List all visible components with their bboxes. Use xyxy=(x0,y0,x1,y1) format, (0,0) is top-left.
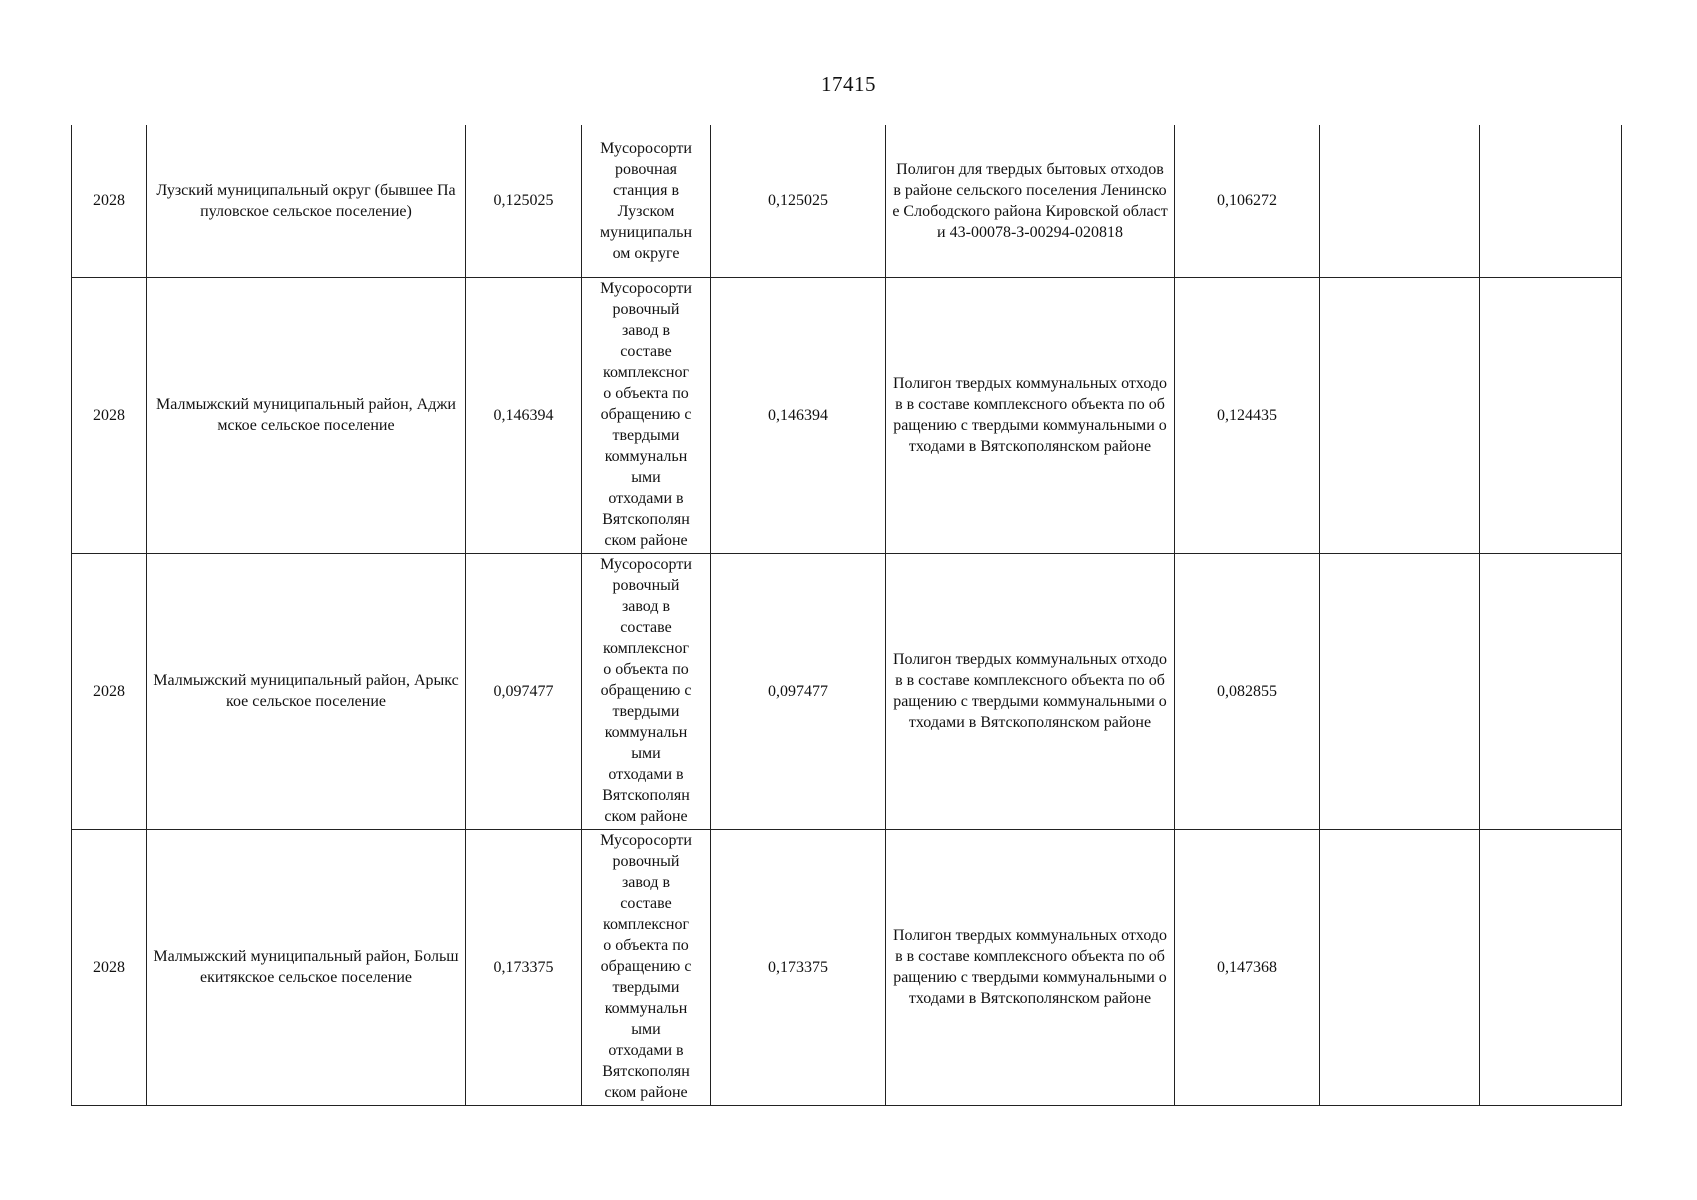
municipality-cell: Малмыжский муниципальный район, Аджимское сельское поселение xyxy=(147,277,466,553)
facility-line: Вятскополян xyxy=(602,510,690,528)
municipality-cell: Малмыжский муниципальный район, Арыкское сельское поселение xyxy=(147,553,466,829)
facility-line: станция в xyxy=(613,181,679,199)
facility-line: Мусоросорти xyxy=(600,139,692,157)
empty-cell xyxy=(1480,125,1622,277)
facility-line: отходами в xyxy=(608,1041,684,1059)
facility-line: муниципальн xyxy=(599,223,693,241)
facility-line: о объекта по xyxy=(603,384,689,402)
facility-line: ровочный xyxy=(612,300,680,318)
disposal-volume-cell: 0,106272 xyxy=(1175,125,1320,277)
facility-line: обращению с xyxy=(600,405,692,423)
disposal-volume-cell: 0,147368 xyxy=(1175,829,1320,1105)
volume-cell: 0,146394 xyxy=(466,277,582,553)
facility-line: комплексног xyxy=(602,639,690,657)
facility-line: Вятскополян xyxy=(602,1062,690,1080)
landfill-cell: Полигон для твердых бытовых отходов в районе сельского поселения Ленинское Слободского района Кировской области 43-00078-З-00294-020818 xyxy=(886,125,1175,277)
facility-line: обращению с xyxy=(600,681,692,699)
facility-line: ском районе xyxy=(604,1083,688,1101)
facility-line: комплексног xyxy=(602,915,690,933)
facility-line: Лузском xyxy=(617,202,675,220)
volume-cell: 0,125025 xyxy=(466,125,582,277)
facility-line: составе xyxy=(620,894,672,912)
empty-cell xyxy=(1480,553,1622,829)
landfill-cell: Полигон твердых коммунальных отходов в составе комплексного объекта по обращению с твердыми коммунальными отходами в Вятскополянском районе xyxy=(886,829,1175,1105)
facility-line: составе xyxy=(620,618,672,636)
facility-line: обращению с xyxy=(600,957,692,975)
table-row xyxy=(72,125,1622,277)
sorting-facility-cell xyxy=(582,553,711,829)
sorted-volume-cell: 0,146394 xyxy=(711,277,886,553)
disposal-volume-cell: 0,082855 xyxy=(1175,553,1320,829)
facility-line: завод в xyxy=(621,873,671,891)
facility-line: Мусоросорти xyxy=(600,555,692,573)
facility-line: о объекта по xyxy=(603,936,689,954)
volume-cell: 0,097477 xyxy=(466,553,582,829)
facility-line: ыми xyxy=(631,744,661,762)
empty-cell xyxy=(1320,125,1480,277)
waste-flow-table xyxy=(71,125,1622,1106)
facility-line: коммунальн xyxy=(604,447,688,465)
facility-line: Вятскополян xyxy=(602,786,690,804)
sorted-volume-cell: 0,125025 xyxy=(711,125,886,277)
year-cell: 2028 xyxy=(72,553,147,829)
empty-cell xyxy=(1320,277,1480,553)
facility-line: твердыми xyxy=(612,426,680,444)
empty-cell xyxy=(1320,829,1480,1105)
facility-line: коммунальн xyxy=(604,999,688,1017)
facility-line: ском районе xyxy=(604,531,688,549)
empty-cell xyxy=(1320,553,1480,829)
volume-cell: 0,173375 xyxy=(466,829,582,1105)
municipality-cell: Малмыжский муниципальный район, Большекитякское сельское поселение xyxy=(147,829,466,1105)
landfill-cell: Полигон твердых коммунальных отходов в составе комплексного объекта по обращению с твердыми коммунальными отходами в Вятскополянском районе xyxy=(886,553,1175,829)
year-cell: 2028 xyxy=(72,277,147,553)
facility-line: отходами в xyxy=(608,765,684,783)
sorting-facility-cell xyxy=(582,277,711,553)
municipality-cell: Лузский муниципальный округ (бывшее Папуловское сельское поселение) xyxy=(147,125,466,277)
sorting-facility-cell xyxy=(582,125,711,277)
facility-line: завод в xyxy=(621,597,671,615)
facility-line: ыми xyxy=(631,1020,661,1038)
facility-line: Мусоросорти xyxy=(600,831,692,849)
empty-cell xyxy=(1480,277,1622,553)
disposal-volume-cell: 0,124435 xyxy=(1175,277,1320,553)
facility-line: ском районе xyxy=(604,807,688,825)
facility-line: составе xyxy=(620,342,672,360)
empty-cell xyxy=(1480,829,1622,1105)
facility-line: Мусоросорти xyxy=(600,279,692,297)
facility-line: твердыми xyxy=(612,702,680,720)
facility-line: о объекта по xyxy=(603,660,689,678)
facility-line: коммунальн xyxy=(604,723,688,741)
year-cell: 2028 xyxy=(72,829,147,1105)
year-cell: 2028 xyxy=(72,125,147,277)
facility-line: ровочный xyxy=(612,576,680,594)
facility-line: твердыми xyxy=(612,978,680,996)
table-row xyxy=(72,277,1622,553)
sorted-volume-cell: 0,097477 xyxy=(711,553,886,829)
sorting-facility-cell xyxy=(582,829,711,1105)
landfill-cell: Полигон твердых коммунальных отходов в составе комплексного объекта по обращению с твердыми коммунальными отходами в Вятскополянском районе xyxy=(886,277,1175,553)
table-row xyxy=(72,829,1622,1105)
facility-line: комплексног xyxy=(602,363,690,381)
table-body xyxy=(72,125,1622,1105)
facility-line: ровочный xyxy=(612,852,680,870)
sorted-volume-cell: 0,173375 xyxy=(711,829,886,1105)
facility-line: ровочная xyxy=(614,160,678,178)
facility-line: отходами в xyxy=(608,489,684,507)
table-row xyxy=(72,553,1622,829)
page-number: 17415 xyxy=(821,72,876,96)
facility-line: ом округе xyxy=(612,244,680,262)
facility-line: ыми xyxy=(631,468,661,486)
facility-line: завод в xyxy=(621,321,671,339)
